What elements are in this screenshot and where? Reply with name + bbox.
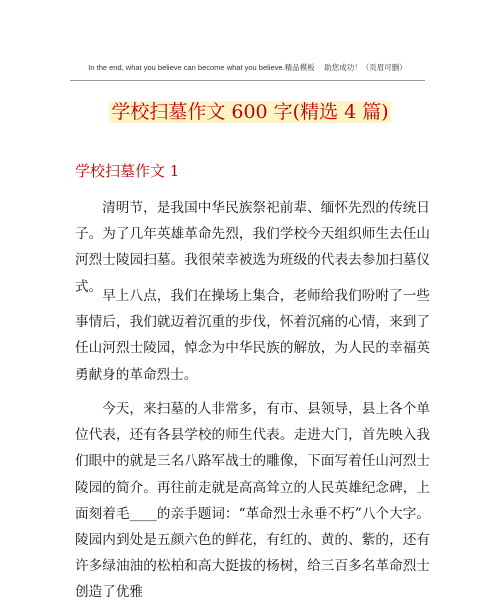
paragraph-3: [75, 396, 430, 606]
running-header: In the end, what you believe can become what you believe.精品模板 助您成功！（页眉可删）: [88, 63, 407, 72]
paragraph-3-text: 今天，来扫墓的人非常多，有市、县领导，县上各个单位代表，还有各县学校的师生代表。走进大门，首先映入我们眼中的就是三名八路军战士的雕像，下面写着任山河烈士陵园的简介。再往前走就是高高耸立的人民英雄纪念碑，上面刻着毛____的亲手题词：“革命烈士永垂不朽”八个大字。陵园内到处是五颜六色的鲜花，有红的、黄的、紫的，还有许多绿油油的松柏和高大挺拔的杨树，给三百多名革命烈士创造了优雅: [75, 401, 430, 601]
document-title-text: 学校扫墓作文 600 字(精选 4 篇): [111, 101, 389, 123]
section-heading: 学校扫墓作文 1: [75, 162, 180, 180]
paragraph-2-text: 早上八点，我们在操场上集合，老师给我们吩咐了一些事情后，我们就迈着沉重的步伐，怀着沉痛的心情，来到了任山河烈士陵园，悼念为中华民族的解放，为人民的幸福英勇献身的革命烈士。: [75, 288, 430, 383]
paragraph-2: [75, 283, 430, 388]
header-divider: [70, 80, 425, 81]
document-title: [0, 97, 500, 124]
paragraph-1-text: 清明节，是我国中华民族祭祀前辈、缅怀先烈的传统日子。为了几年英雄革命先烈，我们学校今天组织师生去任山河烈士陵园扫墓。我很荣幸被选为班级的代表去参加扫墓仪式。: [75, 200, 430, 295]
